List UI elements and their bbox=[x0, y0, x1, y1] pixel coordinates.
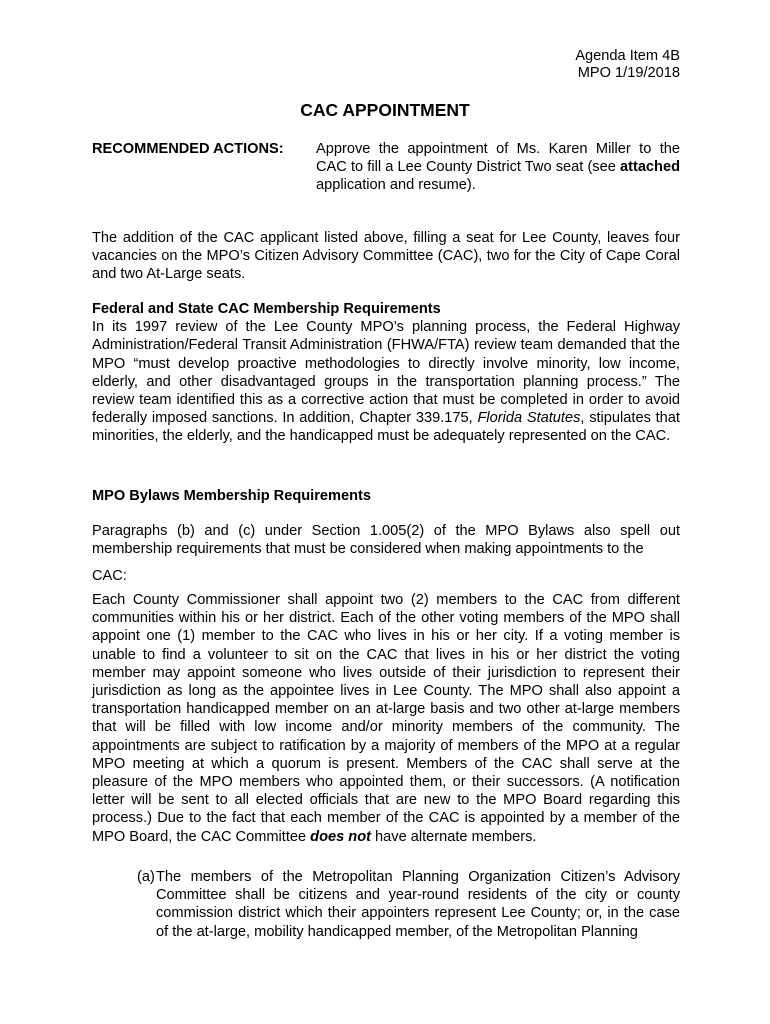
federal-text-italic: Florida Statutes bbox=[477, 410, 581, 427]
bylaws-cac-line: CAC: bbox=[92, 568, 127, 584]
bylaws-heading: MPO Bylaws Membership Requirements bbox=[92, 488, 371, 504]
bylaws-paragraph: Paragraphs (b) and (c) under Section 1.005(2) of the MPO Bylaws also spell out membership requirements that must be considered when making appointments to the bbox=[92, 523, 680, 558]
federal-text-start: In its 1997 review of the Lee County MPO’s planning process, the Federal Highway Administration/Federal Transit Administration (FHWA/FTA) review team demanded that the MPO “must develop proactive methodologies to directly involve minority, low income, elderly, and other disadvantaged groups in the transportation planning process.” The review team identified this as a corrective action that must be completed in order to avoid federally imposed sanctions. In addition, Chapter 339.175, bbox=[92, 319, 680, 427]
recommended-actions-label: RECOMMENDED ACTIONS: bbox=[92, 141, 284, 157]
bylaws-body bbox=[92, 591, 680, 846]
page-title: CAC APPOINTMENT bbox=[300, 100, 470, 120]
intro-paragraph: The addition of the CAC applicant listed above, filling a seat for Lee County, leaves four vacancies on the MPO’s Citizen Advisory Committee (CAC), two for the City of Cape Coral and two At-Large seats. bbox=[92, 230, 680, 283]
item-a-text: The members of the Metropolitan Planning Organization Citizen’s Advisory Committee shall be citizens and year-round residents of the city or county commission district which their appointers represent Lee County; or, in the case of the at-large, mobility handicapped member, of the Metropolitan Planning bbox=[156, 869, 680, 940]
federal-text-end: , stipulates that minorities, the elderly, and the handicapped must be adequately represented on the CAC. bbox=[92, 410, 680, 445]
recommended-text-bold: attached bbox=[619, 159, 680, 176]
agenda-item: Agenda Item 4B bbox=[575, 48, 680, 64]
bylaws-body-start: Each County Commissioner shall appoint two (2) members to the CAC from different communities within his or her district. Each of the other voting members of the MPO shall appoint one (1) member to the CAC who lives in his or her city. If a voting member is unable to find a volunteer to sit on the CAC that lives in his or her district the voting member may appoint someone who lives outside of their jurisdiction to represent their jurisdiction as long as the appointee lives in Lee County. The MPO shall also appoint a transportation handicapped member on an at-large basis and two other at-large members that will be filled with low income and/or minority members of the community. The appointments are subject to ratification by a majority of members of the MPO at a regular MPO meeting at which a quorum is present. Members of the CAC shall serve at the pleasure of the MPO members who appointed them, or their successors. (A notification letter will be sent to all elected officials that are new to the MPO Board regarding this process.) Due to the fact that each member of the CAC is appointed by a member of the MPO Board, the CAC Committee bbox=[92, 592, 680, 845]
federal-section bbox=[92, 300, 680, 446]
item-a-label: (a) bbox=[137, 869, 155, 885]
federal-paragraph bbox=[92, 318, 680, 445]
meeting-date: MPO 1/19/2018 bbox=[577, 65, 680, 81]
recommended-actions-text bbox=[316, 140, 680, 195]
bylaws-body-end: have alternate members. bbox=[370, 828, 537, 845]
bylaws-item-a bbox=[137, 868, 680, 941]
bylaws-body-emphasis: does not bbox=[310, 828, 371, 845]
recommended-text-start: Approve the appointment of Ms. Karen Miller to the CAC to fill a Lee County District Two seat (see bbox=[316, 141, 680, 176]
federal-heading: Federal and State CAC Membership Requirements bbox=[92, 301, 441, 317]
recommended-text-end: application and resume). bbox=[316, 177, 476, 194]
page-header bbox=[575, 48, 680, 82]
